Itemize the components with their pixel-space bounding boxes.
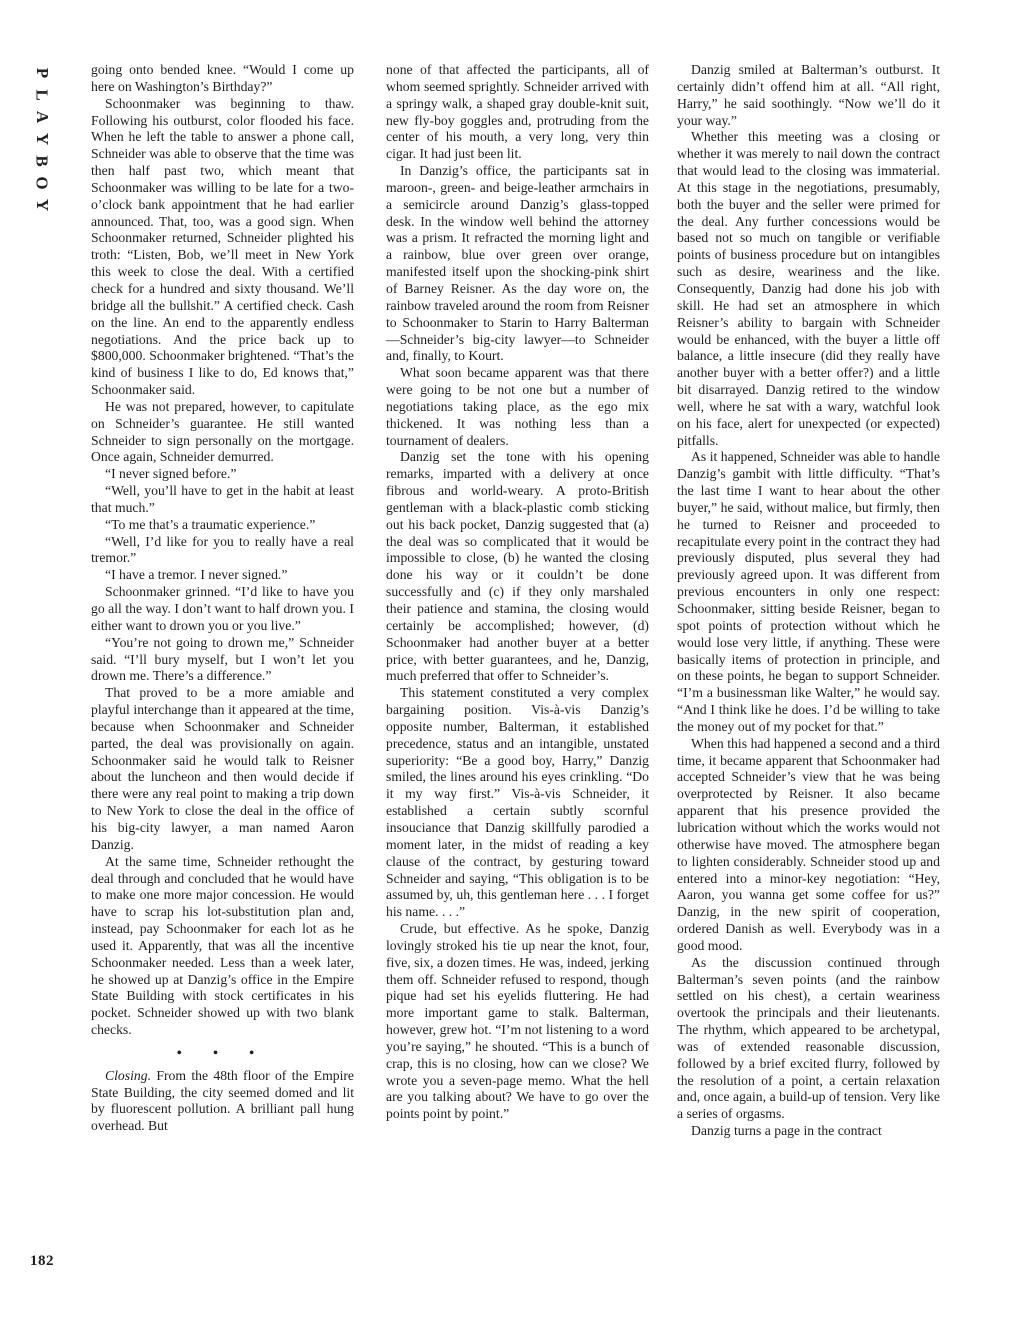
paragraph: Crude, but effective. As he spoke, Danzig lovingly stroked his tie up near the knot, four, five, six, a dozen times. He was, indeed, jerking them off. Schneider refused to respond, though pique had set his eyelids fluttering. He had more important game to stalk. Balterman, however, grew hot. “I’m not listening to a word you’re saying,” he shouted. “This is a bunch of crap, this is no closing, how can we close? We wrote you a seven-page memo. What the hell are you talking about? We have to go over the points point by point.” bbox=[386, 921, 649, 1122]
magazine-masthead bbox=[30, 62, 54, 216]
paragraph: That proved to be a more amiable and playful interchange than it appeared at the time, because when Schoonmaker and Schneider parted, the deal was provisionally on again. Schoonmaker said he would talk to Reisner about the luncheon and then would decide if there were any real point to making a trip down to New York to close the deal in the office of his big-city lawyer, a man named Aaron Danzig. bbox=[91, 685, 354, 852]
paragraph: Schoonmaker was beginning to thaw. Following his outburst, color flooded his face. When he left the table to answer a phone call, Schneider was able to observe that the time was then half past two, which meant that Schoonmaker was willing to be late for a two-o’clock bank appointment that he had earlier announced. That, too, was a good sign. When Schoonmaker returned, Schneider plighted his troth: “Listen, Bob, we’ll meet in New York this week to close the deal. With a certified check for a hundred and sixty thousand. We’ll bridge all the bullshit.” A certified check. Cash on the line. An end to the apparently endless negotiations. And the price back up to $800,000. Schoonmaker brightened. “That’s the kind of business I like to do, Ed knows that,” Schoonmaker said. bbox=[91, 95, 354, 398]
paragraph: When this had happened a second and a third time, it became apparent that Schoonmaker had accepted Schneider’s view that he was being overprotected by Reisner. It also became apparent that his presence provided the lubrication without which the works would not otherwise have moved. The atmosphere began to lighten considerably. Schneider stood up and entered into a minor-key negotiation: “Hey, Aaron, you wanna get some coffee for us?” Danzig, in the new spirit of cooperation, ordered Danish as well. Everybody was in a good mood. bbox=[677, 735, 940, 953]
paragraph: Danzig smiled at Balterman’s outburst. It certainly didn’t offend him at all. “All right, Harry,” he said soothingly. “Now we’ll do it your way.” bbox=[677, 62, 940, 128]
text-column-2 bbox=[386, 62, 649, 1123]
masthead-letter: P bbox=[32, 67, 52, 79]
paragraph: Danzig turns a page in the contract bbox=[691, 1123, 882, 1139]
masthead-letter: Y bbox=[33, 132, 52, 146]
paragraph: As the discussion continued through Balterman’s seven points (and the rainbow settled on his chest), a certain weariness overtook the principals and their lieutenants. The rhythm, which appeared to be archetypal, was of extended reasonable discussion, followed by a brief excited flurry, followed by the resolution of a point, a certain relaxation and, once again, a build-up of tension. Very like a series of orgasms. bbox=[677, 954, 940, 1122]
paragraph: “I have a tremor. I never signed.” bbox=[105, 567, 288, 583]
paragraph: going onto bended knee. “Would I come up here on Washington’s Birthday?” bbox=[91, 62, 354, 94]
paragraph: Danzig set the tone with his opening remarks, imparted with a delivery at once fibrous and world-weary. A proto-British gentleman with a black-plastic comb sticking out his back pocket, Danzig suggested that (a) the deal was so complicated that it would be impossible to close, (b) he wanted the closing done his way or it couldn’t be done successfully and (c) if they only marshaled their patience and stamina, the closing would certainly be accomplished; however, (d) Schoonmaker had another buyer at a better price, with better guarantees, and he, Danzig, much preferred that offer to Schneider’s. bbox=[386, 449, 649, 684]
section-break: • • • bbox=[176, 1044, 269, 1060]
paragraph: “Well, I’d like for you to really have a real tremor.” bbox=[91, 533, 354, 566]
masthead-letter: L bbox=[33, 89, 52, 101]
masthead-letter: Y bbox=[33, 198, 52, 212]
page-number: 182 bbox=[30, 1253, 54, 1269]
paragraph: What soon became apparent was that there were going to be not one but a number of negotiations taking place, as the ego mix thickened. It was nothing less than a tournament of dealers. bbox=[386, 365, 649, 448]
paragraph: “Well, you’ll have to get in the habit at least that much.” bbox=[91, 483, 354, 515]
paragraph: “You’re not going to drown me,” Schneider said. “I’ll bury myself, but I won’t let you drown me. There’s a difference.” bbox=[91, 634, 354, 684]
paragraph: In Danzig’s office, the participants sat in maroon-, green- and beige-leather armchairs in a semicircle around Danzig’s glass-topped desk. In the window well behind the attorney was a prism. It refracted the morning light and a rainbow, blue over green over orange, manifested itself upon the shocking-pink shirt of Barney Reisner. As the day wore on, the rainbow traveled around the room from Reisner to Schoonmaker to Starin to Harry Balterman—Schneider’s big-city lawyer—to Schneider and, finally, to Kourt. bbox=[386, 163, 649, 364]
paragraph: “I never signed before.” bbox=[105, 466, 237, 482]
paragraph: He was not prepared, however, to capitulate on Schneider’s guarantee. He still wanted Schneider to sign personally on the mortgage. Once again, Schneider demurred. bbox=[91, 398, 354, 465]
masthead-letter: O bbox=[32, 176, 52, 190]
text-column-3 bbox=[677, 62, 940, 1140]
paragraph bbox=[91, 1068, 354, 1135]
paragraph: Whether this meeting was a closing or whether it was merely to nail down the contract that would lead to the closing was immaterial. At this stage in the negotiations, presumably, both the buyer and the seller were primed for the deal. Any further concessions would be based not so much on tangible or verifiable points of business procedure but on intangibles such as desire, weariness and the like. Consequently, Danzig had done his job with skill. He had set an atmosphere in which Reisner’s ability to bargain with Schneider would be enhanced, with the buyer a little off balance, a little insecure (did they really have another buyer with a better offer?) and a little bit disarrayed. Danzig retired to the window well, where he sat with a wary, watchful look on his face, alert for unexpected (or expected) pitfalls. bbox=[677, 129, 940, 448]
paragraph: At the same time, Schneider rethought the deal through and concluded that he would have to make one more major concession. He would have to scrap his lot-substitution plan and, instead, pay Schoonmaker for each lot as he used it. Apparently, that was all the incentive Schoonmaker needed. Less than a week later, he showed up at Danzig’s office in the Empire State Building with stock certificates in his pocket. Schneider showed up with two blank checks. bbox=[91, 853, 354, 1038]
paragraph: none of that affected the participants, all of whom seemed sprightly. Schneider arrived with a springy walk, a shaped gray double-knit suit, new fly-boy goggles and, protruding from the center of his mouth, a very long, very thin cigar. It had just been lit. bbox=[386, 62, 649, 162]
section-lead-in: Closing. bbox=[105, 1067, 152, 1083]
paragraph: Schoonmaker grinned. “I’d like to have you go all the way. I don’t want to half drown you. I either want to drown you or you live.” bbox=[91, 584, 354, 633]
masthead-letter: B bbox=[33, 155, 52, 167]
paragraph: This statement constituted a very complex bargaining position. Vis-à-vis Danzig’s opposite number, Balterman, it established precedence, status and an intangible, unstated superiority: “Be a good boy, Harry,” Danzig smiled, the lines around his eyes crinkling. “Do it my way first.” Vis-à-vis Schneider, it established a certain subtly scornful insouciance that Danzig skillfully parodied a moment later, in the midst of reading a key clause of the contract, by gesturing toward Schneider and saying, “This obligation is to be assumed by, uh, this gentleman here . . . I forget his name. . . .” bbox=[386, 685, 649, 920]
paragraph-text: From the 48th floor of the Empire State Building, the city seemed domed and lit by fluorescent pollution. A brilliant pall hung overhead. But bbox=[91, 1067, 354, 1134]
text-column-1 bbox=[91, 62, 354, 1135]
paragraph: As it happened, Schneider was able to handle Danzig’s gambit with little difficulty. “That’s the last time I want to hear about the other buyer,” he said, without malice, but firmly, then he turned to Reisner and proceeded to recapitulate every point in the contract they had previously disputed, plus several they had previously agreed upon. It was different from previous encounters in only one respect: Schoonmaker, sitting beside Reisner, began to spot points of protection without which he would lose very little, if anything. These were basically items of protection in principle, and on these points, he began to support Schneider. “I’m a businessman like Walter,” he would say. “And I think like he does. I’d be willing to take the money out of my pocket for that.” bbox=[677, 449, 940, 734]
masthead-letter: A bbox=[33, 110, 52, 124]
paragraph: “To me that’s a traumatic experience.” bbox=[105, 516, 316, 532]
